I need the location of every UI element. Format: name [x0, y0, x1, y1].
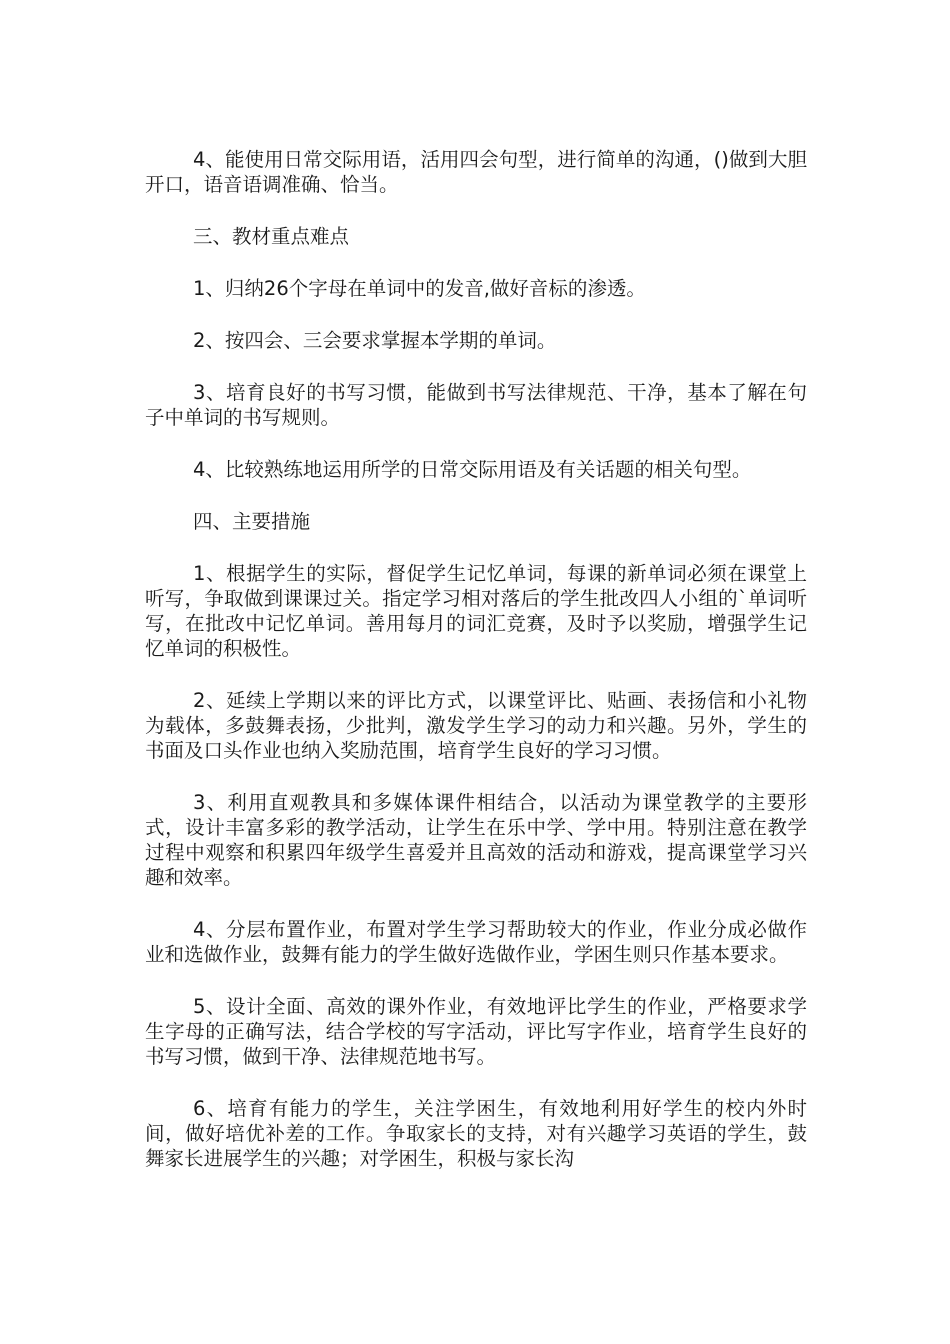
paragraph-measure-homework-tiers: 4、分层布置作业，布置对学生学习帮助较大的作业，作业分成必做作业和选做作业，鼓舞有能力的学生做好选做作业，学困生则只作基本要求。 — [145, 918, 807, 966]
paragraph-writing-habits: 3、培育良好的书写习惯，能做到书写法律规范、干净，基本了解在句子中单词的书写规则。 — [145, 381, 807, 429]
section-heading-key-difficulties: 三、教材重点难点 — [193, 225, 350, 248]
paragraph-daily-expressions: 4、比较熟练地运用所学的日常交际用语及有关话题的相关句型。 — [193, 458, 752, 481]
paragraph-vocabulary-mastery: 2、按四会、三会要求掌握本学期的单词。 — [193, 329, 557, 352]
paragraph-measure-evaluation: 2、延续上学期以来的评比方式，以课堂评比、贴画、表扬信和小礼物为载体，多鼓舞表扬，少批判，激发学生学习的动力和兴趣。另外，学生的书面及口头作业也纳入奖励范围，培育学生良好的学习习惯。 — [145, 689, 807, 762]
document-body — [145, 147, 807, 1171]
paragraph-measure-activities: 3、利用直观教具和多媒体课件相结合，以活动为课堂教学的主要形式，设计丰富多彩的教学活动，让学生在乐中学、学中用。特别注意在教学过程中观察和积累四年级学生喜爱并且高效的活动和游戏，提高课堂学习兴趣和效率。 — [145, 791, 807, 889]
paragraph-measure-dictation: 1、根据学生的实际，督促学生记忆单词，每课的新单词必须在课堂上听写，争取做到课课过关。指定学习相对落后的学生批改四人小组的`单词听写，在批改中记忆单词。善用每月的词汇竞赛，及时予以奖励，增强学生记忆单词的积极性。 — [145, 562, 807, 660]
paragraph-communication-goal: 4、能使用日常交际用语，活用四会句型，进行简单的沟通，()做到大胆开口，语音语调准确、恰当。 — [145, 148, 807, 196]
section-heading-main-measures: 四、主要措施 — [193, 510, 311, 533]
paragraph-measure-tutoring: 6、培育有能力的学生，关注学困生，有效地利用好学生的校内外时间，做好培优补差的工作。争取家长的支持，对有兴趣学习英语的学生，鼓舞家长进展学生的兴趣；对学困生，积极与家长沟 — [145, 1097, 807, 1170]
paragraph-letter-pronunciation: 1、归纳26个字母在单词中的发音,做好音标的渗透。 — [193, 277, 646, 300]
paragraph-measure-extracurricular: 5、设计全面、高效的课外作业，有效地评比学生的作业，严格要求学生字母的正确写法，结合学校的写字活动，评比写字作业，培育学生良好的书写习惯，做到干净、法律规范地书写。 — [145, 995, 807, 1068]
